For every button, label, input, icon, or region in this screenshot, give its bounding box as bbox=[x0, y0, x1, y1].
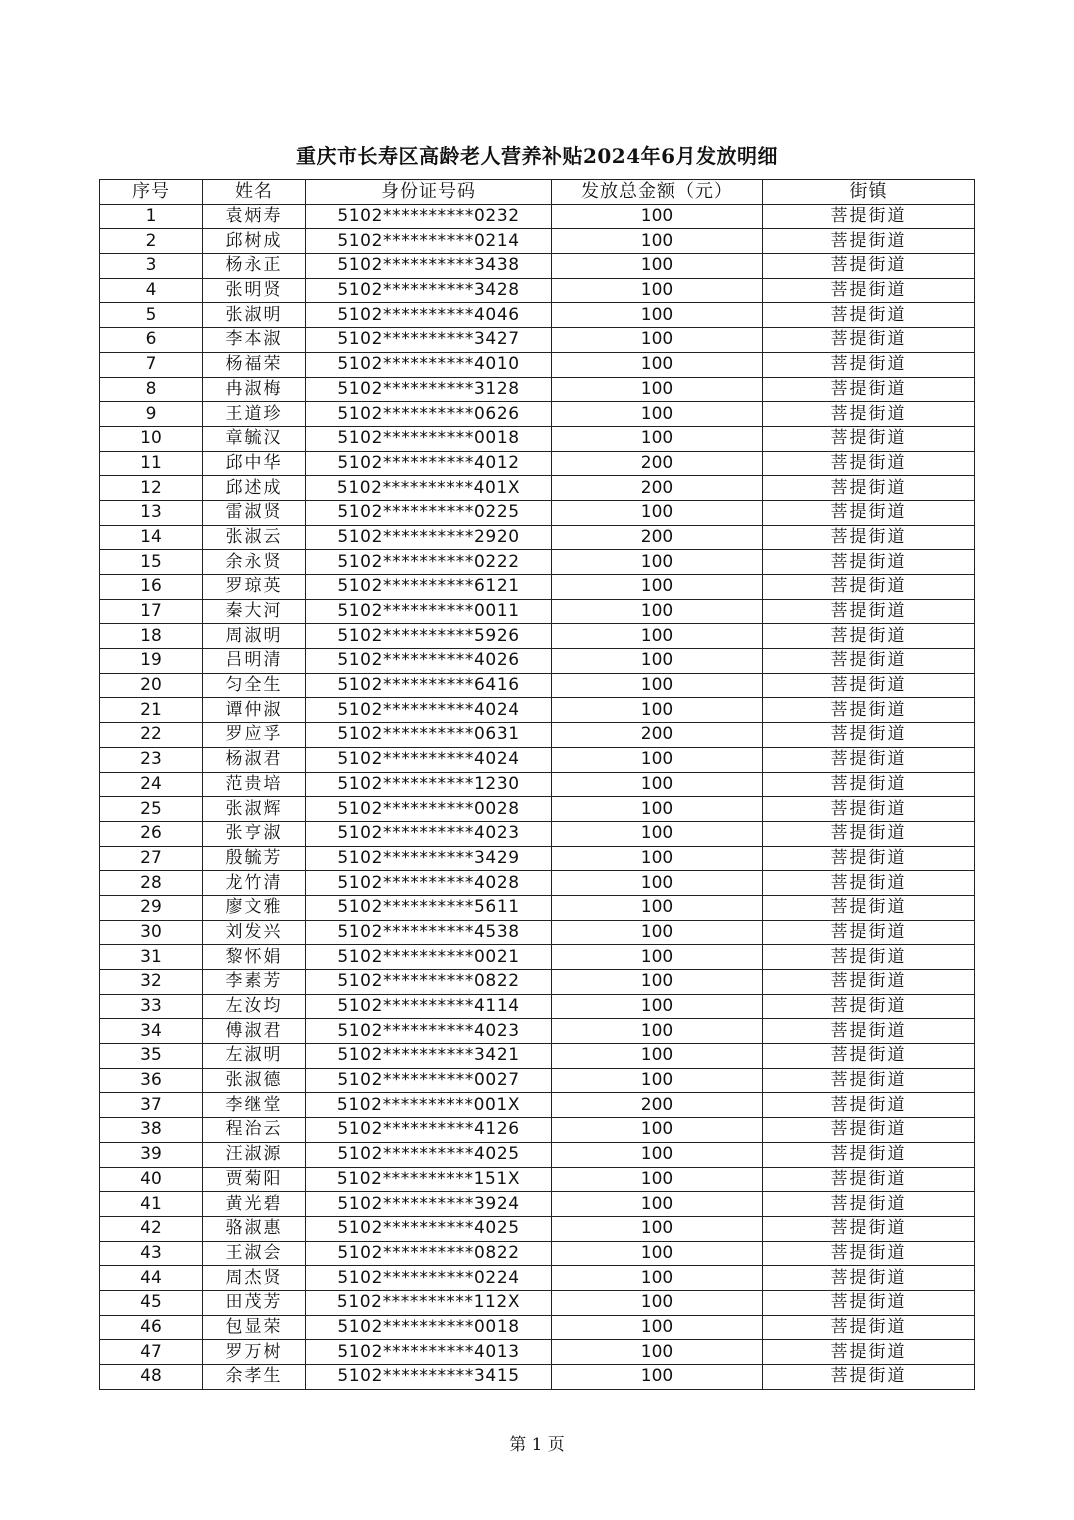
table-row bbox=[100, 303, 975, 328]
cell-amount: 100 bbox=[552, 599, 763, 624]
cell-amount: 200 bbox=[552, 525, 763, 550]
cell-name: 李继堂 bbox=[203, 1093, 306, 1118]
cell-amount: 100 bbox=[552, 204, 763, 229]
cell-town: 菩提街道 bbox=[763, 1266, 975, 1291]
cell-name: 张淑辉 bbox=[203, 797, 306, 822]
cell-name: 张淑云 bbox=[203, 525, 306, 550]
cell-index: 25 bbox=[100, 797, 203, 822]
table-row bbox=[100, 328, 975, 353]
table-row bbox=[100, 698, 975, 723]
cell-index: 23 bbox=[100, 747, 203, 772]
cell-amount: 100 bbox=[552, 1142, 763, 1167]
cell-id-number: 5102**********2920 bbox=[306, 525, 552, 550]
cell-name: 周杰贤 bbox=[203, 1266, 306, 1291]
cell-index: 29 bbox=[100, 895, 203, 920]
table-row bbox=[100, 1167, 975, 1192]
cell-town: 菩提街道 bbox=[763, 229, 975, 254]
header-town: 街镇 bbox=[763, 180, 975, 205]
cell-name: 邱述成 bbox=[203, 476, 306, 501]
cell-index: 31 bbox=[100, 945, 203, 970]
table-header bbox=[100, 180, 975, 205]
cell-name: 傅淑君 bbox=[203, 1019, 306, 1044]
cell-town: 菩提街道 bbox=[763, 352, 975, 377]
cell-index: 5 bbox=[100, 303, 203, 328]
cell-town: 菩提街道 bbox=[763, 476, 975, 501]
cell-town: 菩提街道 bbox=[763, 723, 975, 748]
cell-index: 2 bbox=[100, 229, 203, 254]
header-name: 姓名 bbox=[203, 180, 306, 205]
cell-name: 罗琼英 bbox=[203, 575, 306, 600]
cell-name: 程治云 bbox=[203, 1118, 306, 1143]
cell-index: 16 bbox=[100, 575, 203, 600]
cell-index: 21 bbox=[100, 698, 203, 723]
cell-town: 菩提街道 bbox=[763, 328, 975, 353]
cell-name: 张淑德 bbox=[203, 1068, 306, 1093]
subsidy-table bbox=[99, 179, 975, 1390]
cell-id-number: 5102**********0018 bbox=[306, 426, 552, 451]
cell-amount: 100 bbox=[552, 772, 763, 797]
table-row bbox=[100, 1315, 975, 1340]
cell-name: 田茂芳 bbox=[203, 1290, 306, 1315]
cell-town: 菩提街道 bbox=[763, 871, 975, 896]
cell-index: 42 bbox=[100, 1216, 203, 1241]
cell-town: 菩提街道 bbox=[763, 1093, 975, 1118]
cell-id-number: 5102**********4028 bbox=[306, 871, 552, 896]
cell-id-number: 5102**********4025 bbox=[306, 1216, 552, 1241]
cell-index: 13 bbox=[100, 500, 203, 525]
cell-index: 14 bbox=[100, 525, 203, 550]
cell-id-number: 5102**********112X bbox=[306, 1290, 552, 1315]
cell-amount: 100 bbox=[552, 500, 763, 525]
cell-index: 17 bbox=[100, 599, 203, 624]
cell-name: 邱中华 bbox=[203, 451, 306, 476]
table-row bbox=[100, 1044, 975, 1069]
cell-name: 左淑明 bbox=[203, 1044, 306, 1069]
cell-town: 菩提街道 bbox=[763, 204, 975, 229]
cell-town: 菩提街道 bbox=[763, 821, 975, 846]
cell-amount: 100 bbox=[552, 303, 763, 328]
cell-name: 王淑会 bbox=[203, 1241, 306, 1266]
cell-amount: 100 bbox=[552, 426, 763, 451]
cell-id-number: 5102**********4010 bbox=[306, 352, 552, 377]
table-row bbox=[100, 426, 975, 451]
table-row bbox=[100, 1118, 975, 1143]
cell-name: 秦大河 bbox=[203, 599, 306, 624]
cell-name: 罗应孚 bbox=[203, 723, 306, 748]
table-row bbox=[100, 624, 975, 649]
cell-index: 30 bbox=[100, 920, 203, 945]
cell-amount: 100 bbox=[552, 920, 763, 945]
cell-town: 菩提街道 bbox=[763, 1315, 975, 1340]
table-row bbox=[100, 1365, 975, 1390]
cell-amount: 100 bbox=[552, 1019, 763, 1044]
cell-index: 27 bbox=[100, 846, 203, 871]
cell-name: 刘发兴 bbox=[203, 920, 306, 945]
cell-id-number: 5102**********4538 bbox=[306, 920, 552, 945]
cell-town: 菩提街道 bbox=[763, 451, 975, 476]
cell-amount: 100 bbox=[552, 970, 763, 995]
cell-id-number: 5102**********5926 bbox=[306, 624, 552, 649]
table-row bbox=[100, 1192, 975, 1217]
table-row bbox=[100, 649, 975, 674]
cell-town: 菩提街道 bbox=[763, 1365, 975, 1390]
cell-id-number: 5102**********3429 bbox=[306, 846, 552, 871]
cell-town: 菩提街道 bbox=[763, 1167, 975, 1192]
cell-id-number: 5102**********3428 bbox=[306, 278, 552, 303]
cell-name: 王道珍 bbox=[203, 402, 306, 427]
table-row bbox=[100, 1068, 975, 1093]
cell-amount: 100 bbox=[552, 649, 763, 674]
cell-town: 菩提街道 bbox=[763, 624, 975, 649]
cell-id-number: 5102**********0027 bbox=[306, 1068, 552, 1093]
cell-amount: 200 bbox=[552, 476, 763, 501]
cell-amount: 100 bbox=[552, 797, 763, 822]
cell-index: 22 bbox=[100, 723, 203, 748]
cell-index: 35 bbox=[100, 1044, 203, 1069]
cell-amount: 100 bbox=[552, 575, 763, 600]
table-row bbox=[100, 254, 975, 279]
cell-amount: 100 bbox=[552, 550, 763, 575]
cell-name: 谭仲淑 bbox=[203, 698, 306, 723]
table-row bbox=[100, 772, 975, 797]
cell-town: 菩提街道 bbox=[763, 994, 975, 1019]
cell-town: 菩提街道 bbox=[763, 500, 975, 525]
table-row bbox=[100, 525, 975, 550]
cell-id-number: 5102**********0224 bbox=[306, 1266, 552, 1291]
cell-town: 菩提街道 bbox=[763, 970, 975, 995]
cell-id-number: 5102**********0631 bbox=[306, 723, 552, 748]
cell-id-number: 5102**********0225 bbox=[306, 500, 552, 525]
cell-town: 菩提街道 bbox=[763, 1340, 975, 1365]
header-id-number: 身份证号码 bbox=[306, 180, 552, 205]
table-row bbox=[100, 352, 975, 377]
table-row bbox=[100, 871, 975, 896]
table-row bbox=[100, 1290, 975, 1315]
cell-name: 张亨淑 bbox=[203, 821, 306, 846]
table-row bbox=[100, 575, 975, 600]
document-title: 重庆市长寿区高龄老人营养补贴2024年6月发放明细 bbox=[295, 144, 779, 168]
cell-amount: 100 bbox=[552, 945, 763, 970]
cell-index: 41 bbox=[100, 1192, 203, 1217]
cell-id-number: 5102**********3438 bbox=[306, 254, 552, 279]
cell-id-number: 5102**********151X bbox=[306, 1167, 552, 1192]
cell-id-number: 5102**********4114 bbox=[306, 994, 552, 1019]
table-row bbox=[100, 895, 975, 920]
table-row bbox=[100, 451, 975, 476]
cell-name: 范贵培 bbox=[203, 772, 306, 797]
cell-name: 龙竹清 bbox=[203, 871, 306, 896]
cell-index: 44 bbox=[100, 1266, 203, 1291]
table-row bbox=[100, 1266, 975, 1291]
cell-amount: 100 bbox=[552, 1241, 763, 1266]
cell-town: 菩提街道 bbox=[763, 895, 975, 920]
table-row bbox=[100, 723, 975, 748]
cell-index: 37 bbox=[100, 1093, 203, 1118]
cell-name: 周淑明 bbox=[203, 624, 306, 649]
table-row bbox=[100, 1241, 975, 1266]
table-row bbox=[100, 402, 975, 427]
cell-town: 菩提街道 bbox=[763, 377, 975, 402]
cell-amount: 100 bbox=[552, 846, 763, 871]
cell-name: 杨福荣 bbox=[203, 352, 306, 377]
cell-index: 24 bbox=[100, 772, 203, 797]
cell-town: 菩提街道 bbox=[763, 599, 975, 624]
table-row bbox=[100, 846, 975, 871]
cell-name: 黎怀娟 bbox=[203, 945, 306, 970]
cell-index: 15 bbox=[100, 550, 203, 575]
cell-amount: 100 bbox=[552, 377, 763, 402]
table-row bbox=[100, 821, 975, 846]
cell-amount: 100 bbox=[552, 278, 763, 303]
cell-id-number: 5102**********4023 bbox=[306, 821, 552, 846]
table-row bbox=[100, 550, 975, 575]
cell-town: 菩提街道 bbox=[763, 254, 975, 279]
cell-amount: 100 bbox=[552, 1167, 763, 1192]
cell-town: 菩提街道 bbox=[763, 747, 975, 772]
cell-index: 34 bbox=[100, 1019, 203, 1044]
cell-amount: 100 bbox=[552, 1118, 763, 1143]
cell-index: 3 bbox=[100, 254, 203, 279]
cell-amount: 100 bbox=[552, 328, 763, 353]
cell-name: 李素芳 bbox=[203, 970, 306, 995]
cell-id-number: 5102**********4046 bbox=[306, 303, 552, 328]
cell-amount: 200 bbox=[552, 1093, 763, 1118]
cell-index: 9 bbox=[100, 402, 203, 427]
cell-index: 20 bbox=[100, 673, 203, 698]
cell-id-number: 5102**********4024 bbox=[306, 698, 552, 723]
cell-id-number: 5102**********4024 bbox=[306, 747, 552, 772]
cell-amount: 100 bbox=[552, 624, 763, 649]
table-row bbox=[100, 1019, 975, 1044]
cell-town: 菩提街道 bbox=[763, 1192, 975, 1217]
cell-amount: 100 bbox=[552, 698, 763, 723]
table-row bbox=[100, 1340, 975, 1365]
cell-id-number: 5102**********0214 bbox=[306, 229, 552, 254]
cell-town: 菩提街道 bbox=[763, 525, 975, 550]
cell-town: 菩提街道 bbox=[763, 1216, 975, 1241]
cell-id-number: 5102**********0626 bbox=[306, 402, 552, 427]
cell-id-number: 5102**********4012 bbox=[306, 451, 552, 476]
table-row bbox=[100, 1216, 975, 1241]
cell-amount: 100 bbox=[552, 1290, 763, 1315]
cell-town: 菩提街道 bbox=[763, 1044, 975, 1069]
cell-amount: 100 bbox=[552, 1340, 763, 1365]
cell-amount: 100 bbox=[552, 1192, 763, 1217]
cell-id-number: 5102**********4023 bbox=[306, 1019, 552, 1044]
cell-town: 菩提街道 bbox=[763, 575, 975, 600]
cell-town: 菩提街道 bbox=[763, 772, 975, 797]
cell-index: 46 bbox=[100, 1315, 203, 1340]
cell-town: 菩提街道 bbox=[763, 550, 975, 575]
cell-id-number: 5102**********4126 bbox=[306, 1118, 552, 1143]
cell-name: 雷淑贤 bbox=[203, 500, 306, 525]
table-row bbox=[100, 747, 975, 772]
cell-amount: 100 bbox=[552, 402, 763, 427]
cell-index: 26 bbox=[100, 821, 203, 846]
cell-id-number: 5102**********3924 bbox=[306, 1192, 552, 1217]
cell-name: 罗万树 bbox=[203, 1340, 306, 1365]
cell-id-number: 5102**********1230 bbox=[306, 772, 552, 797]
cell-name: 邱树成 bbox=[203, 229, 306, 254]
table-row bbox=[100, 500, 975, 525]
cell-town: 菩提街道 bbox=[763, 797, 975, 822]
cell-town: 菩提街道 bbox=[763, 1241, 975, 1266]
cell-town: 菩提街道 bbox=[763, 945, 975, 970]
cell-id-number: 5102**********5611 bbox=[306, 895, 552, 920]
page-number: 第 1 页 bbox=[509, 1435, 565, 1455]
table-row bbox=[100, 278, 975, 303]
cell-index: 7 bbox=[100, 352, 203, 377]
cell-name: 左汝均 bbox=[203, 994, 306, 1019]
header-index: 序号 bbox=[100, 180, 203, 205]
cell-id-number: 5102**********6416 bbox=[306, 673, 552, 698]
cell-amount: 100 bbox=[552, 254, 763, 279]
cell-amount: 100 bbox=[552, 871, 763, 896]
header-amount: 发放总金额（元） bbox=[552, 180, 763, 205]
cell-index: 19 bbox=[100, 649, 203, 674]
cell-index: 40 bbox=[100, 1167, 203, 1192]
table-row bbox=[100, 797, 975, 822]
cell-amount: 200 bbox=[552, 451, 763, 476]
cell-name: 李本淑 bbox=[203, 328, 306, 353]
cell-index: 36 bbox=[100, 1068, 203, 1093]
cell-id-number: 5102**********0018 bbox=[306, 1315, 552, 1340]
table-row bbox=[100, 945, 975, 970]
cell-name: 杨淑君 bbox=[203, 747, 306, 772]
cell-name: 汪淑源 bbox=[203, 1142, 306, 1167]
cell-amount: 200 bbox=[552, 723, 763, 748]
cell-amount: 100 bbox=[552, 1365, 763, 1390]
cell-index: 38 bbox=[100, 1118, 203, 1143]
cell-amount: 100 bbox=[552, 994, 763, 1019]
cell-town: 菩提街道 bbox=[763, 649, 975, 674]
cell-amount: 100 bbox=[552, 352, 763, 377]
cell-index: 10 bbox=[100, 426, 203, 451]
cell-name: 黄光碧 bbox=[203, 1192, 306, 1217]
cell-town: 菩提街道 bbox=[763, 278, 975, 303]
cell-index: 18 bbox=[100, 624, 203, 649]
cell-town: 菩提街道 bbox=[763, 1142, 975, 1167]
cell-town: 菩提街道 bbox=[763, 402, 975, 427]
cell-id-number: 5102**********401X bbox=[306, 476, 552, 501]
cell-id-number: 5102**********3415 bbox=[306, 1365, 552, 1390]
cell-index: 32 bbox=[100, 970, 203, 995]
cell-amount: 100 bbox=[552, 673, 763, 698]
table-row bbox=[100, 229, 975, 254]
cell-index: 6 bbox=[100, 328, 203, 353]
table-row bbox=[100, 377, 975, 402]
cell-town: 菩提街道 bbox=[763, 698, 975, 723]
cell-index: 1 bbox=[100, 204, 203, 229]
cell-amount: 100 bbox=[552, 1216, 763, 1241]
cell-name: 骆淑惠 bbox=[203, 1216, 306, 1241]
header-row bbox=[100, 180, 975, 205]
cell-town: 菩提街道 bbox=[763, 1068, 975, 1093]
cell-id-number: 5102**********0222 bbox=[306, 550, 552, 575]
cell-id-number: 5102**********0822 bbox=[306, 970, 552, 995]
cell-index: 47 bbox=[100, 1340, 203, 1365]
cell-amount: 100 bbox=[552, 1068, 763, 1093]
table-row bbox=[100, 1142, 975, 1167]
cell-amount: 100 bbox=[552, 821, 763, 846]
table-row bbox=[100, 994, 975, 1019]
cell-id-number: 5102**********0232 bbox=[306, 204, 552, 229]
cell-amount: 100 bbox=[552, 1315, 763, 1340]
cell-name: 冉淑梅 bbox=[203, 377, 306, 402]
cell-id-number: 5102**********0822 bbox=[306, 1241, 552, 1266]
cell-index: 33 bbox=[100, 994, 203, 1019]
cell-amount: 100 bbox=[552, 895, 763, 920]
cell-id-number: 5102**********4025 bbox=[306, 1142, 552, 1167]
cell-id-number: 5102**********0028 bbox=[306, 797, 552, 822]
cell-index: 11 bbox=[100, 451, 203, 476]
cell-index: 43 bbox=[100, 1241, 203, 1266]
cell-index: 48 bbox=[100, 1365, 203, 1390]
cell-town: 菩提街道 bbox=[763, 1118, 975, 1143]
cell-amount: 100 bbox=[552, 1044, 763, 1069]
cell-id-number: 5102**********001X bbox=[306, 1093, 552, 1118]
cell-name: 袁炳寿 bbox=[203, 204, 306, 229]
cell-name: 杨永正 bbox=[203, 254, 306, 279]
table-row bbox=[100, 476, 975, 501]
cell-index: 45 bbox=[100, 1290, 203, 1315]
cell-name: 余孝生 bbox=[203, 1365, 306, 1390]
cell-index: 8 bbox=[100, 377, 203, 402]
cell-id-number: 5102**********3427 bbox=[306, 328, 552, 353]
cell-id-number: 5102**********0011 bbox=[306, 599, 552, 624]
cell-amount: 100 bbox=[552, 1266, 763, 1291]
table-row bbox=[100, 204, 975, 229]
cell-name: 包显荣 bbox=[203, 1315, 306, 1340]
cell-name: 章毓汉 bbox=[203, 426, 306, 451]
cell-id-number: 5102**********3128 bbox=[306, 377, 552, 402]
table-body bbox=[100, 204, 975, 1389]
cell-name: 匀全生 bbox=[203, 673, 306, 698]
cell-index: 39 bbox=[100, 1142, 203, 1167]
cell-name: 贾菊阳 bbox=[203, 1167, 306, 1192]
cell-name: 张淑明 bbox=[203, 303, 306, 328]
cell-index: 4 bbox=[100, 278, 203, 303]
table-row bbox=[100, 599, 975, 624]
cell-id-number: 5102**********0021 bbox=[306, 945, 552, 970]
cell-town: 菩提街道 bbox=[763, 426, 975, 451]
cell-name: 殷毓芳 bbox=[203, 846, 306, 871]
cell-amount: 100 bbox=[552, 747, 763, 772]
cell-town: 菩提街道 bbox=[763, 303, 975, 328]
cell-name: 吕明清 bbox=[203, 649, 306, 674]
cell-town: 菩提街道 bbox=[763, 1290, 975, 1315]
cell-id-number: 5102**********4026 bbox=[306, 649, 552, 674]
cell-index: 12 bbox=[100, 476, 203, 501]
cell-id-number: 5102**********4013 bbox=[306, 1340, 552, 1365]
cell-town: 菩提街道 bbox=[763, 920, 975, 945]
cell-name: 廖文雅 bbox=[203, 895, 306, 920]
cell-name: 余永贤 bbox=[203, 550, 306, 575]
cell-index: 28 bbox=[100, 871, 203, 896]
table-row bbox=[100, 920, 975, 945]
cell-id-number: 5102**********3421 bbox=[306, 1044, 552, 1069]
cell-id-number: 5102**********6121 bbox=[306, 575, 552, 600]
cell-town: 菩提街道 bbox=[763, 846, 975, 871]
table-row bbox=[100, 673, 975, 698]
table-row bbox=[100, 1093, 975, 1118]
cell-town: 菩提街道 bbox=[763, 673, 975, 698]
cell-name: 张明贤 bbox=[203, 278, 306, 303]
cell-town: 菩提街道 bbox=[763, 1019, 975, 1044]
cell-amount: 100 bbox=[552, 229, 763, 254]
table-row bbox=[100, 970, 975, 995]
